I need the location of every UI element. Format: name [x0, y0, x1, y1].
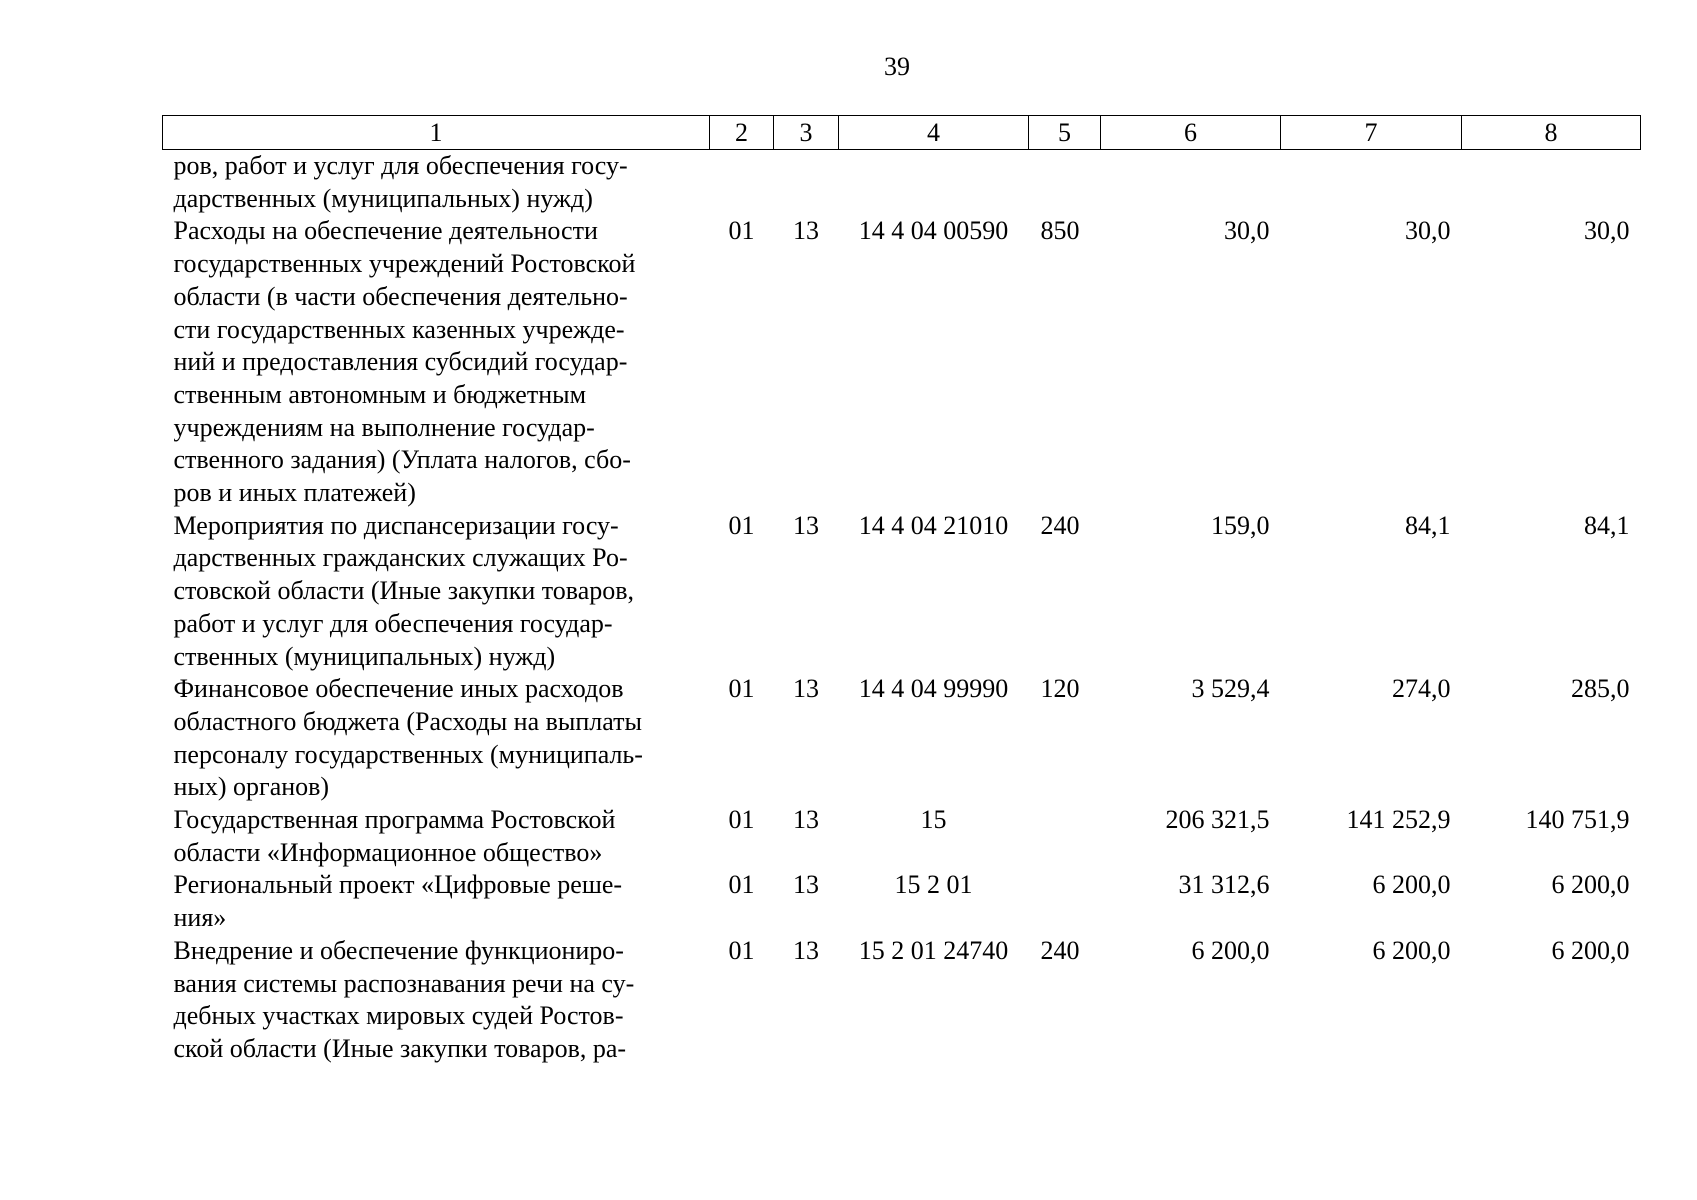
description-line: ской области (Иные закупки товаров, ра- — [173, 1033, 627, 1063]
cell-c5: 240 — [1040, 510, 1080, 540]
table-row — [163, 215, 1641, 509]
row-description — [163, 510, 710, 674]
cell-c6: 159,0 — [1211, 510, 1270, 540]
description-line: Региональный проект «Цифровые реше- — [173, 870, 623, 900]
description-line: стовской области (Иные закупки товаров, — [173, 576, 635, 606]
cell-c7: 84,1 — [1405, 510, 1451, 540]
column-header: 5 — [1029, 116, 1101, 150]
cell-c5 — [1029, 869, 1101, 934]
description-line: ственным автономным и бюджетным — [173, 379, 587, 409]
description-line: областного бюджета (Расходы на выплаты — [173, 706, 642, 736]
table-row — [163, 869, 1641, 934]
description-line: Мероприятия по диспансеризации госу- — [173, 510, 619, 540]
cell-c2: 01 — [728, 935, 755, 965]
cell-c2: 01 — [728, 870, 755, 900]
cell-c2: 01 — [728, 805, 755, 835]
cell-c6: 30,0 — [1224, 216, 1270, 246]
cell-c4: 14 4 04 99990 — [858, 674, 1009, 704]
row-description — [163, 150, 710, 216]
table-row — [163, 804, 1641, 869]
table-body — [163, 150, 1641, 1066]
cell-c2: 01 — [728, 216, 755, 246]
cell-c5: 120 — [1040, 674, 1080, 704]
row-description — [163, 869, 710, 934]
cell-c7: 6 200,0 — [1372, 935, 1451, 965]
cell-c6: 6 200,0 — [1191, 935, 1270, 965]
cell-c7 — [1281, 150, 1462, 216]
column-header: 1 — [163, 116, 710, 150]
cell-c3: 13 — [793, 870, 819, 900]
cell-c6 — [1101, 150, 1281, 216]
cell-c8: 6 200,0 — [1551, 935, 1630, 965]
description-line: Расходы на обеспечение деятельности — [173, 216, 598, 246]
cell-c4 — [839, 150, 1029, 216]
cell-c4: 14 4 04 21010 — [858, 510, 1009, 540]
cell-c4: 15 2 01 — [894, 870, 973, 900]
description-line: дарственных гражданских служащих Ро- — [173, 543, 628, 573]
cell-c2 — [710, 150, 774, 216]
cell-c5 — [1029, 804, 1101, 869]
description-line: Государственная программа Ростовской — [173, 805, 616, 835]
cell-c3: 13 — [793, 510, 819, 540]
cell-c2: 01 — [728, 674, 755, 704]
cell-c5 — [1029, 150, 1101, 216]
description-line: ния» — [173, 903, 227, 933]
cell-c6: 31 312,6 — [1178, 870, 1270, 900]
row-description — [163, 673, 710, 804]
cell-c3: 13 — [793, 935, 819, 965]
description-line: Внедрение и обеспечение функциониро- — [173, 935, 624, 965]
cell-c7: 274,0 — [1392, 674, 1451, 704]
cell-c4: 15 2 01 24740 — [858, 935, 1009, 965]
column-header: 4 — [839, 116, 1029, 150]
cell-c4: 14 4 04 00590 — [858, 216, 1009, 246]
description-line: государственных учреждений Ростовской — [173, 249, 636, 279]
cell-c5: 850 — [1040, 216, 1080, 246]
column-header: 8 — [1462, 116, 1641, 150]
cell-c3: 13 — [793, 216, 819, 246]
page-number: 39 — [884, 52, 910, 81]
cell-c3 — [774, 150, 839, 216]
row-description — [163, 935, 710, 1066]
table-row — [163, 510, 1641, 674]
description-line: ных) органов) — [173, 772, 330, 802]
table-row — [163, 935, 1641, 1066]
description-line: дарственных (муниципальных) нужд) — [173, 183, 593, 213]
cell-c5: 240 — [1040, 935, 1080, 965]
cell-c2: 01 — [728, 510, 755, 540]
cell-c7: 141 252,9 — [1346, 805, 1451, 835]
description-line: персоналу государственных (муниципаль- — [173, 739, 643, 769]
column-header: 7 — [1281, 116, 1462, 150]
description-line: области (в части обеспечения деятельно- — [173, 281, 628, 311]
description-line: ров и иных платежей) — [173, 478, 416, 508]
cell-c8: 6 200,0 — [1551, 870, 1630, 900]
description-line: дебных участках мировых судей Ростов- — [173, 1001, 624, 1031]
table-row — [163, 673, 1641, 804]
cell-c8 — [1462, 150, 1641, 216]
description-line: учреждениям на выполнение государ- — [173, 412, 595, 442]
cell-c7: 30,0 — [1405, 216, 1451, 246]
cell-c3: 13 — [793, 805, 819, 835]
row-description — [163, 804, 710, 869]
row-description — [163, 215, 710, 509]
description-line: вания системы распознавания речи на су- — [173, 968, 635, 998]
cell-c3: 13 — [793, 674, 819, 704]
budget-table — [162, 115, 1641, 1066]
description-line: ственных (муниципальных) нужд) — [173, 641, 556, 671]
cell-c8: 30,0 — [1584, 216, 1630, 246]
cell-c8: 140 751,9 — [1525, 805, 1630, 835]
column-header: 6 — [1101, 116, 1281, 150]
cell-c8: 285,0 — [1571, 674, 1630, 704]
cell-c6: 206 321,5 — [1165, 805, 1270, 835]
column-header: 3 — [774, 116, 839, 150]
description-line: ний и предоставления субсидий государ- — [173, 347, 628, 377]
cell-c4: 15 — [920, 805, 947, 835]
description-line: ственного задания) (Уплата налогов, сбо- — [173, 445, 631, 475]
description-line: Финансовое обеспечение иных расходов — [173, 674, 624, 704]
description-line: области «Информационное общество» — [173, 837, 603, 867]
description-line: сти государственных казенных учрежде- — [173, 314, 625, 344]
header-row — [163, 116, 1641, 150]
description-line: работ и услуг для обеспечения государ- — [173, 608, 613, 638]
cell-c7: 6 200,0 — [1372, 870, 1451, 900]
cell-c8: 84,1 — [1584, 510, 1630, 540]
table-row — [163, 150, 1641, 216]
column-header: 2 — [710, 116, 774, 150]
cell-c6: 3 529,4 — [1191, 674, 1270, 704]
description-line: ров, работ и услуг для обеспечения госу- — [173, 151, 628, 180]
